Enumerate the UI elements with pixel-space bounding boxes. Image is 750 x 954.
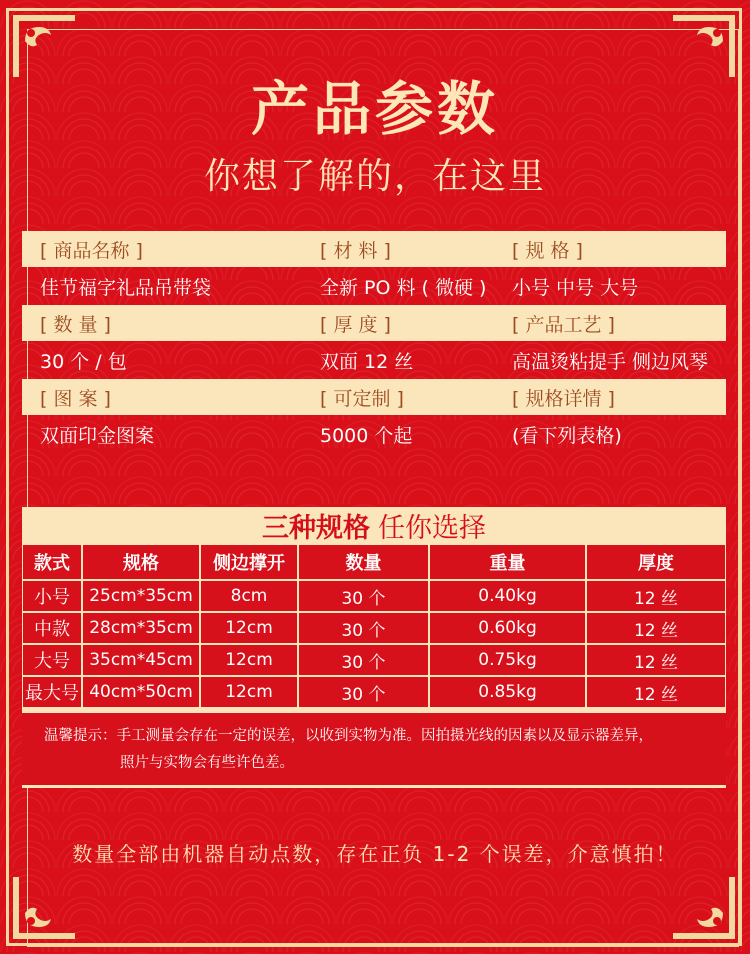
params-label-row <box>22 305 726 341</box>
table-cell: 12 丝 <box>586 612 726 644</box>
param-label: [ 可定制 ] <box>320 387 404 410</box>
table-row <box>22 676 726 708</box>
table-cell: 12 丝 <box>586 676 726 708</box>
param-value: 5000 个起 <box>320 424 413 447</box>
table-cell: 40cm*50cm <box>82 676 200 708</box>
cloud-corner-ornament <box>669 873 739 943</box>
table-cell: 25cm*35cm <box>82 580 200 612</box>
param-value: 佳节福字礼品吊带袋 <box>40 276 212 299</box>
table-cell: 35cm*45cm <box>82 644 200 676</box>
param-value: 小号 中号 大号 <box>512 276 639 299</box>
table-cell: 大号 <box>22 644 82 676</box>
table-cell: 最大号 <box>22 676 82 708</box>
page-title: 产品参数 <box>250 75 499 143</box>
table-cell: 0.60kg <box>429 612 586 644</box>
params-label-row <box>22 231 726 267</box>
column-header: 厚度 <box>586 544 726 580</box>
param-label: [ 产品工艺 ] <box>512 313 615 336</box>
tip-line-2: 照片与实物会有些许色差。 <box>120 755 294 771</box>
spec-title-bold: 三种规格 <box>262 512 370 544</box>
table-cell: 中款 <box>22 612 82 644</box>
table-row <box>22 644 726 676</box>
table-cell: 小号 <box>22 580 82 612</box>
spec-panel <box>22 507 726 788</box>
spec-title-light: 任你选择 <box>378 512 486 544</box>
tip-line-1: 手工测量会存在一定的误差，以收到实物为准。因拍摄光线的因素以及显示器差异， <box>116 728 653 744</box>
cloud-corner-ornament <box>9 873 79 943</box>
table-cell: 0.75kg <box>429 644 586 676</box>
param-value: 高温烫粘提手 侧边风琴 <box>512 350 709 373</box>
param-value: 双面印金图案 <box>40 424 155 447</box>
footer-notice: 数量全部由机器自动点数，存在正负 1-2 个误差，介意慎拍！ <box>72 842 678 866</box>
param-label: [ 规格详情 ] <box>512 387 615 410</box>
table-cell: 28cm*35cm <box>82 612 200 644</box>
table-cell: 0.40kg <box>429 580 586 612</box>
param-label: [ 厚 度 ] <box>320 313 391 336</box>
column-header: 数量 <box>298 544 429 580</box>
table-cell: 12cm <box>200 676 298 708</box>
table-cell: 8cm <box>200 580 298 612</box>
table-row <box>22 580 726 612</box>
param-label: [ 规 格 ] <box>512 239 583 262</box>
table-header-row <box>22 544 726 580</box>
spec-title <box>22 507 726 543</box>
table-row <box>22 612 726 644</box>
param-value: (看下列表格) <box>512 424 622 447</box>
table-cell: 12cm <box>200 644 298 676</box>
param-value: 30 个 / 包 <box>40 350 127 373</box>
params-value-row <box>22 341 726 379</box>
column-header: 款式 <box>22 544 82 580</box>
tip-note <box>22 713 726 785</box>
table-cell: 0.85kg <box>429 676 586 708</box>
table-cell: 30 个 <box>298 644 429 676</box>
param-value: 全新 PO 料 ( 微硬 ) <box>320 276 487 299</box>
param-label: [ 商品名称 ] <box>40 239 143 262</box>
page-subtitle: 你想了解的，在这里 <box>203 156 546 197</box>
spec-table <box>22 544 726 708</box>
param-value: 双面 12 丝 <box>320 350 414 373</box>
table-cell: 30 个 <box>298 612 429 644</box>
table-cell: 12 丝 <box>586 580 726 612</box>
params-label-row <box>22 379 726 415</box>
table-cell: 30 个 <box>298 580 429 612</box>
param-label: [ 材 料 ] <box>320 239 391 262</box>
param-label: [ 图 案 ] <box>40 387 111 410</box>
params-value-row <box>22 415 726 453</box>
table-cell: 30 个 <box>298 676 429 708</box>
column-header: 侧边撑开 <box>200 544 298 580</box>
table-cell: 12cm <box>200 612 298 644</box>
tip-prefix: 温馨提示： <box>44 728 117 744</box>
column-header: 重量 <box>429 544 586 580</box>
params-value-row <box>22 267 726 305</box>
column-header: 规格 <box>82 544 200 580</box>
param-label: [ 数 量 ] <box>40 313 111 336</box>
params-grid <box>22 231 726 453</box>
table-cell: 12 丝 <box>586 644 726 676</box>
